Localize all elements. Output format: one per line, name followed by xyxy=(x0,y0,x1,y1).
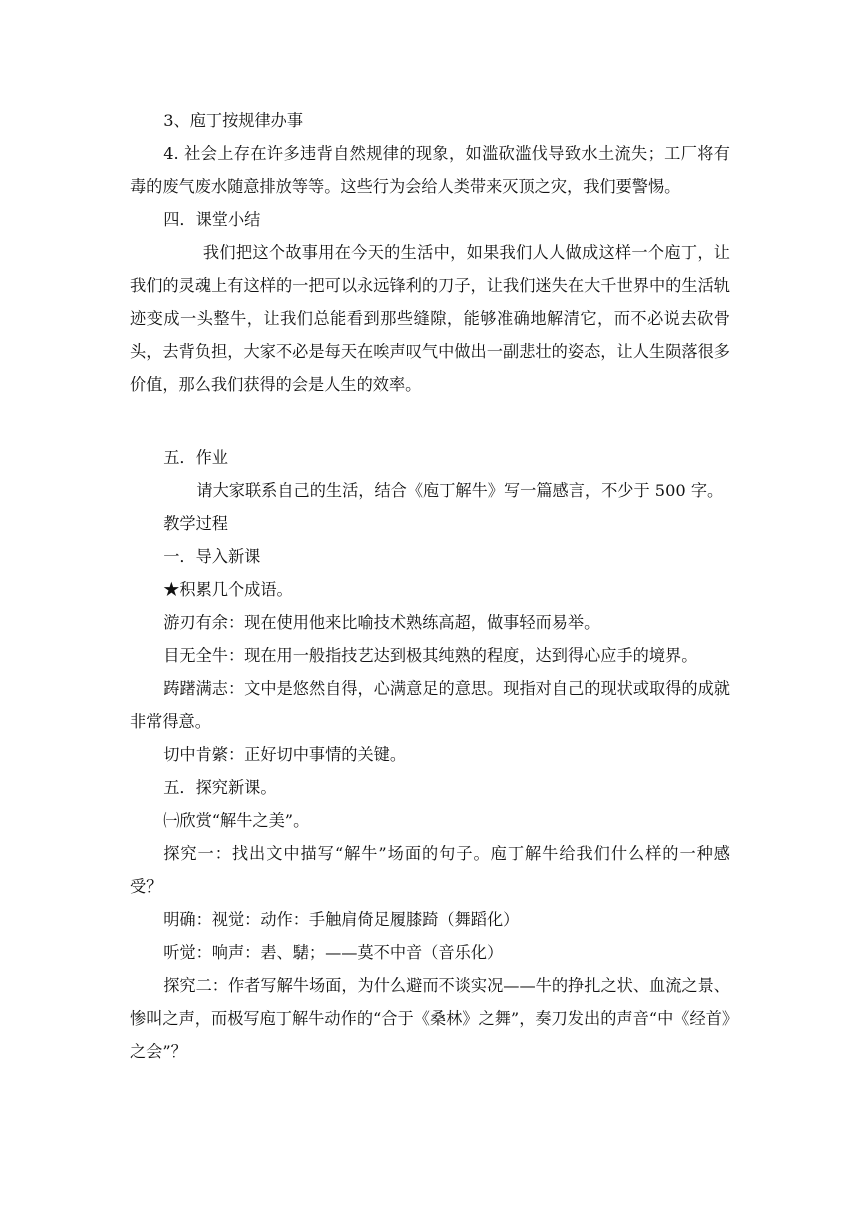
section-heading-explore: 五．探究新课。 xyxy=(163,778,277,797)
subsection-heading-appreciate: ㈠欣赏“解牛之美”。 xyxy=(163,811,310,830)
paragraph-explore-1: 探究一：找出文中描写“解牛”场面的句子。庖丁解牛给我们什么样的一种感受？ xyxy=(130,844,730,896)
paragraph-answer-audio: 听觉：响声：砉、騞；——莫不中音（音乐化） xyxy=(163,943,504,962)
section-heading-intro: 一．导入新课 xyxy=(163,547,261,566)
document-body xyxy=(130,104,730,1068)
paragraph-idiom-2: 目无全牛：现在用一般指技艺达到极其纯熟的程度，达到得心应手的境界。 xyxy=(163,646,698,665)
paragraph-point-4: 4. 社会上存在许多违背自然规律的现象，如滥砍滥伐导致水土流失；工厂将有毒的废气废水随意排放等等。这些行为会给人类带来灭顶之灾，我们要警惕。 xyxy=(130,144,730,196)
section-heading-summary: 四．课堂小结 xyxy=(163,210,261,229)
paragraph-idiom-3: 踌躇满志：文中是悠然自得，心满意足的意思。现指对自己的现状或取得的成就非常得意。 xyxy=(130,679,730,731)
paragraph-idioms-intro: ★积累几个成语。 xyxy=(163,580,293,599)
paragraph-point-3: 3、庖丁按规律办事 xyxy=(163,111,304,130)
paragraph-summary: 我们把这个故事用在今天的生活中，如果我们人人做成这样一个庖丁，让我们的灵魂上有这样的一把可以永远锋利的刀子，让我们迷失在大千世界中的生活轨迹变成一头整牛，让我们总能看到那些缝隙，能够准确地解清它，而不必说去砍骨头，去背负担，大家不必是每天在唉声叹气中做出一副悲壮的姿态，让人生陨落很多价值，那么我们获得的会是人生的效率。 xyxy=(130,243,730,394)
paragraph-explore-2: 探究二：作者写解牛场面，为什么避而不谈实况——牛的挣扎之状、血流之景、惨叫之声，而极写庖丁解牛动作的“合于《桑林》之舞”，奏刀发出的声音“中《经首》之会”？ xyxy=(130,976,730,1061)
blank-line xyxy=(130,401,730,441)
paragraph-answer-visual: 明确：视觉：动作：手触肩倚足履膝踦（舞蹈化） xyxy=(163,910,520,929)
paragraph-homework: 请大家联系自己的生活，结合《庖丁解牛》写一篇感言，不少于 500 字。 xyxy=(196,481,724,500)
paragraph-idiom-4: 切中肯綮：正好切中事情的关键。 xyxy=(163,745,407,764)
paragraph-idiom-1: 游刃有余：现在使用他来比喻技术熟练高超，做事轻而易举。 xyxy=(163,613,601,632)
section-heading-teaching-process: 教学过程 xyxy=(163,514,228,533)
section-heading-homework: 五．作业 xyxy=(163,448,228,467)
